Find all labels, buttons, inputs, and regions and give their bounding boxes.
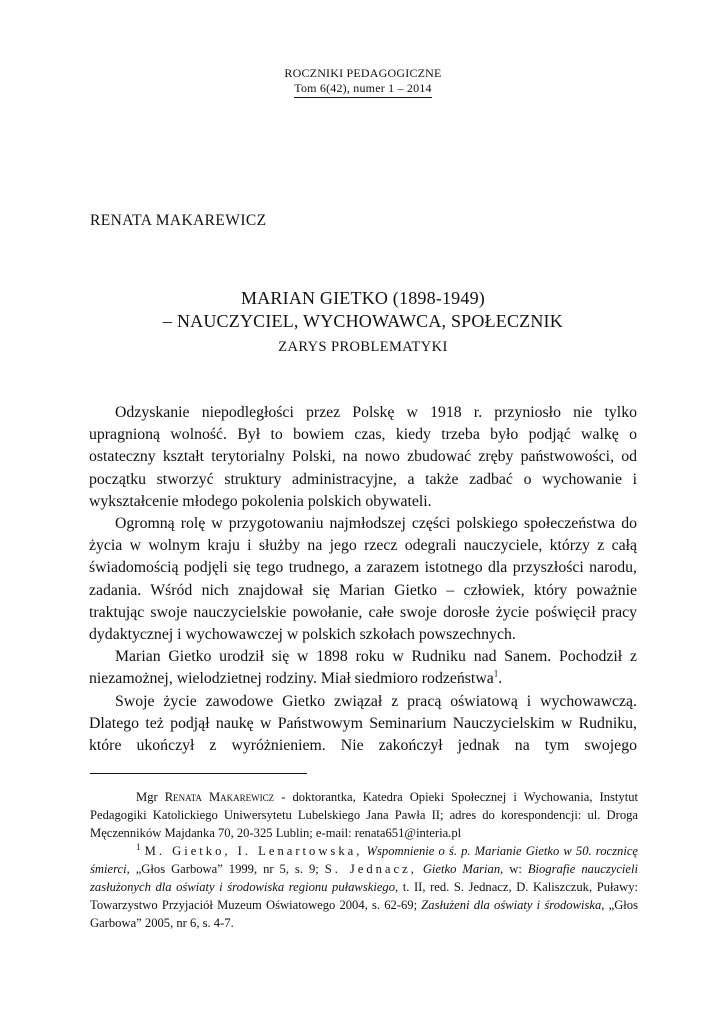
running-header	[0, 66, 726, 98]
footnote-1-authors-1: M. Gietko, I. Lenartowska,	[144, 844, 363, 858]
footnote-ref-1[interactable]: 1	[493, 669, 499, 680]
footnote-1-authors-2: S. Jednacz,	[324, 862, 417, 876]
author-name: RENATA MAKAREWICZ	[90, 212, 267, 229]
article-body	[89, 402, 637, 757]
author-affiliation	[90, 788, 638, 842]
footnote-1	[90, 842, 638, 932]
journal-name: ROCZNIKI PEDAGOGICZNE	[284, 66, 442, 80]
paragraph-1: Odzyskanie niepodległości przez Polskę w 1918 r. przyniosło nie tylko upragnioną wolność. Był to bowiem czas, kiedy trzeba było podjąć walkę o ostateczny kształt terytorialny Polski, na nowo zbudować zręby państwowości, od początku stworzyć struktury administracyjne, a także zadbać o wychowanie i wykształcenie młodego pokolenia polskich obywateli.	[89, 404, 637, 510]
paragraph-3	[89, 646, 637, 690]
subtitle: ZARYS PROBLEMATYKI	[278, 339, 448, 355]
paragraph-4: Swoje życie zawodowe Gietko związał z pracą oświatową i wychowawczą. Dlatego też podjął naukę w Państwowym Seminarium Nauczycielskim w Rudniku, które ukończył z wyróżnieniem. Nie zakończył jednak na tym swojego	[89, 692, 637, 755]
footnote-divider	[90, 773, 307, 774]
affiliation-prefix: Mgr	[136, 790, 158, 804]
footnote-1-marker: 1	[136, 841, 141, 852]
footnote-1-rest-1: , „Głos Garbowa” 1999, nr 5, s. 9;	[126, 862, 325, 876]
issue-info: Tom 6(42), numer 1 – 2014	[294, 81, 431, 98]
paragraph-3-text: Marian Gietko urodził się w 1898 roku w Rudniku nad Sanem. Pochodził z niezamożnej, wielodzietnej rodziny. Miał siedmioro rodzeństwa	[89, 648, 637, 688]
footnote-1-title-3: Biografie nauczycieli zasłużonych dla oświaty i środowiska regionu puławskiego	[90, 862, 638, 894]
affiliation-name: Renata Makarewicz	[164, 790, 275, 804]
footnote-1-title-2: Gietko Marian	[422, 862, 501, 876]
footnote-1-rest-3: , t. II, red. S. Jednacz, D. Kaliszczuk, Puławy: Towarzystwo Przyjaciół Muzeum Oświatowego 2004, s. 62-69;	[90, 880, 638, 912]
footnote-1-title-1: Wspomnienie o ś. p. Marianie Gietko w 50. rocznicę śmierci	[90, 844, 639, 876]
affiliation-text: - doktorantka, Katedra Opieki Społecznej i Wychowania, Instytut Pedagogiki Katolickiego Uniwersytetu Lubelskiego Jana Pawła II; adres do korespondencji: ul. Droga Męczenników Majdanka 70, 20-325 Lublin; e-mail: renata651@interia.pl	[90, 790, 638, 840]
title-line-1: MARIAN GIETKO (1898-1949)	[241, 288, 485, 308]
title-line-2: – NAUCZYCIEL, WYCHOWAWCA, SPOŁECZNIK	[163, 311, 563, 331]
footnote-1-title-4: Zasłużeni dla oświaty i środowiska	[421, 898, 602, 912]
footnote-1-mid-2: , w:	[500, 862, 528, 876]
footnotes	[90, 788, 638, 932]
paragraph-2: Ogromną rolę w przygotowaniu najmłodszej części polskiego społeczeństwa do życia w wolnym kraju i służby na jego rzecz odegrali nauczyciele, którzy z całą świadomością podjęli się tego trudnego, a zarazem istotnego dla przyszłości narodu, zadania. Wśród nich znajdował się Marian Gietko – człowiek, który poważnie traktując swoje nauczycielskie powołanie, całe swoje dorosłe życie poświęcił pracy dydaktycznej i wychowawczej w polskich szkołach powszechnych.	[89, 515, 637, 644]
footnote-1-rest-4: , „Głos Garbowa” 2005, nr 6, s. 4-7.	[90, 898, 638, 930]
paragraph-3-end: .	[498, 670, 503, 688]
article-title	[0, 287, 726, 358]
